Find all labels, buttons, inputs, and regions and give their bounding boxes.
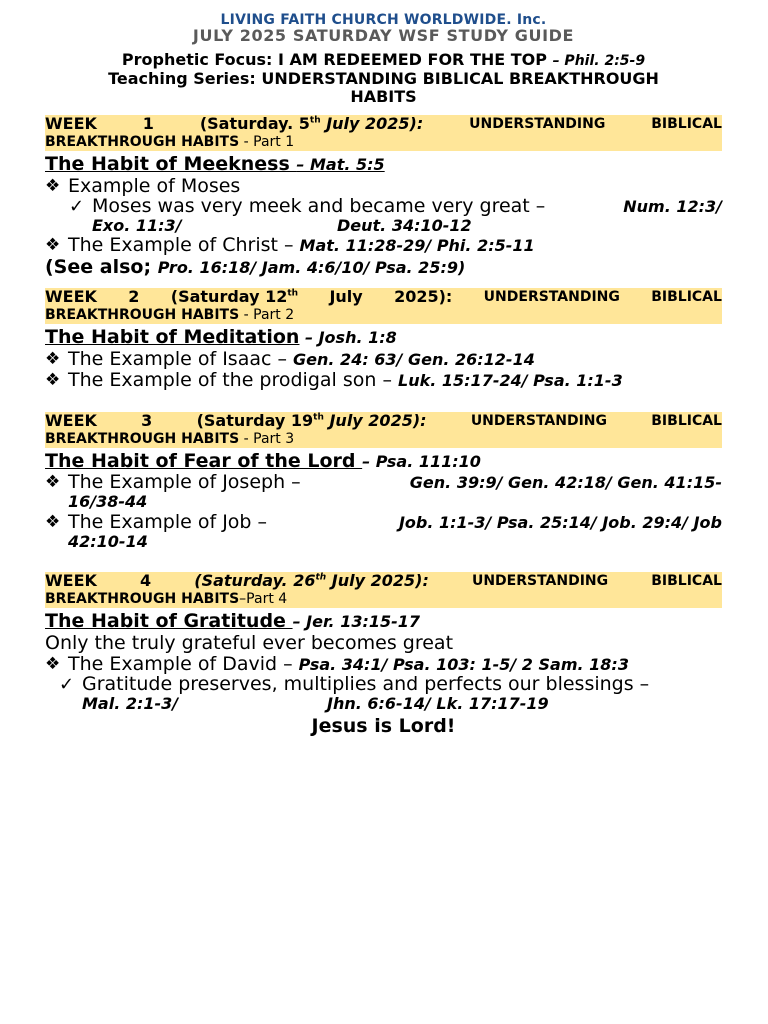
diamond-bullet-icon: ❖ xyxy=(45,472,61,492)
guide-title: JULY 2025 SATURDAY WSF STUDY GUIDE xyxy=(192,26,575,45)
study-guide-page xyxy=(45,12,722,737)
week-3-banner: WEEK 3 (Saturday 19th July 2025): UNDERSTANDING BIBLICAL BREAKTHROUGH HABITS - Part 3 xyxy=(45,411,722,447)
list-item: ❖ The Example of Job – Job. 1:1-3/ Psa. 25:14/ Job. 29:4/ Job 42:10-14 xyxy=(45,511,722,551)
checkmark-icon: ✓ xyxy=(69,196,85,217)
diamond-bullet-icon: ❖ xyxy=(45,370,61,390)
prophetic-focus-label: Prophetic Focus: I AM REDEEMED FOR THE TOP xyxy=(121,50,547,69)
habit-ref: – Mat. 5:5 xyxy=(296,155,385,174)
list-item: ❖ The Example of David – Psa. 34:1/ Psa. 103: 1-5/ 2 Sam. 18:3 xyxy=(45,653,629,675)
list-item: ❖ The Example of Joseph – Gen. 39:9/ Gen. 42:18/ Gen. 41:15- 16/38-44 xyxy=(45,471,722,511)
church-name: LIVING FAITH CHURCH WORLDWIDE. Inc. xyxy=(220,12,547,28)
week-date: (Saturday. 5th July 2025): xyxy=(199,114,424,133)
see-also: (See also; Pro. 16:18/ Jam. 4:6/10/ Psa. 25:9) xyxy=(45,256,466,278)
diamond-bullet-icon: ❖ xyxy=(45,512,61,532)
series-word-1: UNDERSTANDING xyxy=(469,116,606,132)
sub-list-item: ✓ Gratitude preserves, multiplies and perfects our blessings – Mal. 2:1-3/ Jhn. 6:6-14/ Lk. 17:17-19 xyxy=(59,673,650,713)
list-item: ❖ The Example of Isaac – Gen. 24: 63/ Gen. 26:12-14 xyxy=(45,348,535,370)
habit-heading: The Habit of Fear of the Lord – Psa. 111:10 xyxy=(45,450,481,472)
diamond-bullet-icon: ❖ xyxy=(45,349,61,369)
diamond-bullet-icon: ❖ xyxy=(45,235,61,255)
diamond-bullet-icon: ❖ xyxy=(45,654,61,674)
week-1-banner xyxy=(45,115,722,151)
week-4-banner: WEEK 4 (Saturday. 26th July 2025): UNDERSTANDING BIBLICAL BREAKTHROUGH HABITS–Part 4 xyxy=(45,571,722,607)
week-series-line: BREAKTHROUGH HABITS - Part 1 xyxy=(45,134,295,150)
teaching-series xyxy=(45,70,722,106)
sub-list-item: ✓ Moses was very meek and became very great – Num. 12:3/ Exo. 11:3/ Deut. 34:10-12 xyxy=(69,195,722,235)
week-2-banner: WEEK 2 (Saturday 12th July 2025): UNDERSTANDING BIBLICAL BREAKTHROUGH HABITS - Part 2 xyxy=(45,287,722,323)
week-number: 1 xyxy=(142,114,154,133)
list-item: ❖ The Example of Christ – Mat. 11:28-29/ Phi. 2:5-11 xyxy=(45,234,535,256)
habit-heading: The Habit of Gratitude – Jer. 13:15-17 xyxy=(45,610,421,632)
habit-title: The Habit of Meekness xyxy=(45,153,297,175)
list-item: ❖ The Example of the prodigal son – Luk. 15:17-24/ Psa. 1:1-3 xyxy=(45,369,623,391)
teaching-series-line2: HABITS xyxy=(350,87,417,106)
prophetic-focus-ref: – Phil. 2:5-9 xyxy=(552,53,646,69)
closing-line: Jesus is Lord! xyxy=(311,715,456,737)
habit-statement: Only the truly grateful ever becomes great xyxy=(45,632,454,654)
checkmark-icon: ✓ xyxy=(59,674,75,695)
habit-heading: The Habit of Meditation – Josh. 1:8 xyxy=(45,326,397,348)
habit-heading xyxy=(45,153,722,176)
week-label: WEEK xyxy=(45,114,97,133)
series-word-2: BIBLICAL xyxy=(651,116,722,132)
prophetic-focus xyxy=(45,51,722,70)
list-item: ❖ Example of Moses xyxy=(45,175,241,197)
diamond-bullet-icon: ❖ xyxy=(45,176,61,196)
teaching-series-line1: Teaching Series: UNDERSTANDING BIBLICAL BREAKTHROUGH xyxy=(108,69,659,88)
